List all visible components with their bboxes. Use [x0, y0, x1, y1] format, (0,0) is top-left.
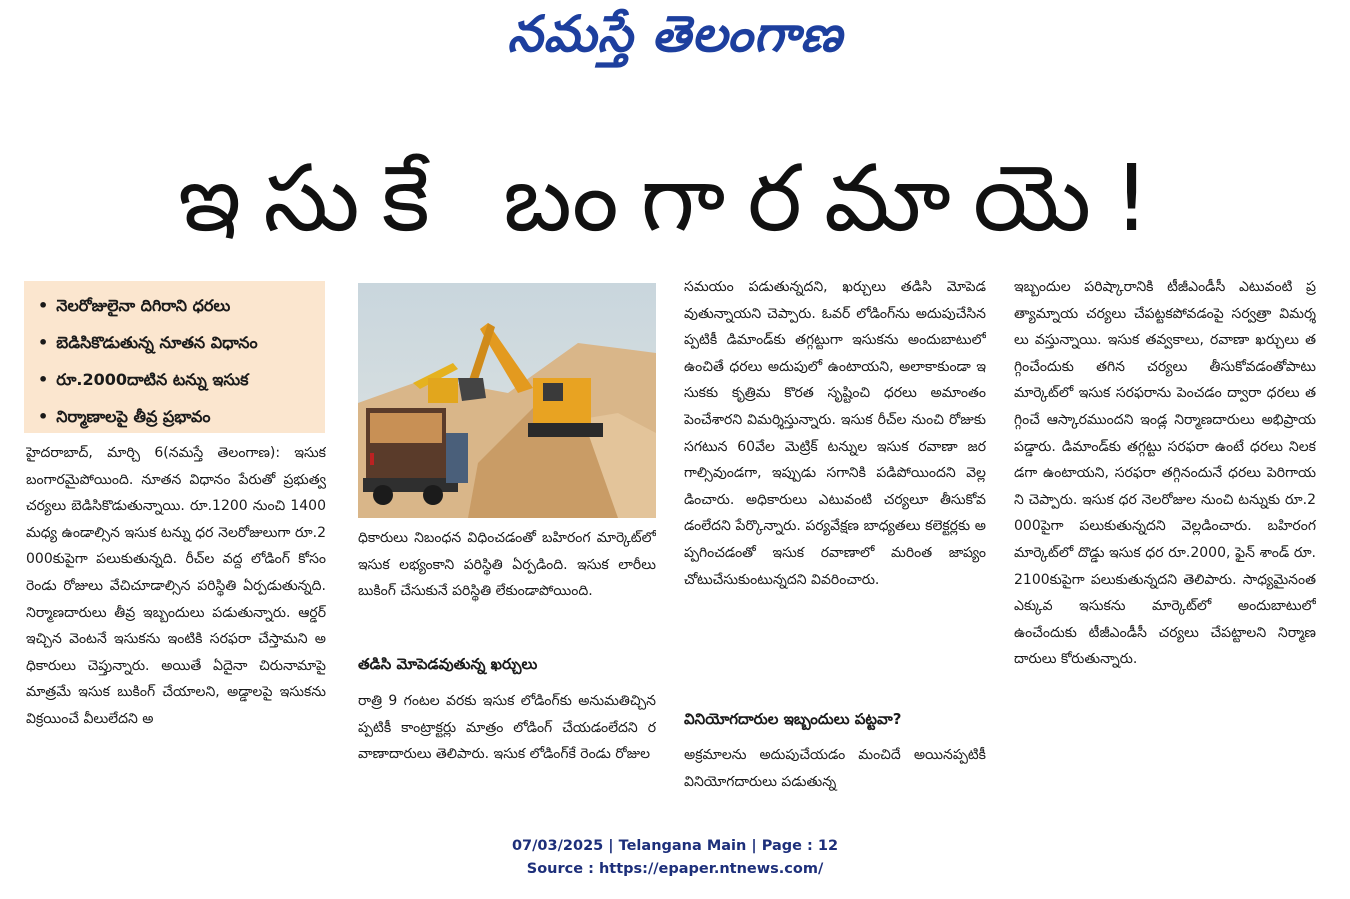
highlight-text: నిర్మాణాలపై తీవ్ర ప్రభావం — [56, 407, 211, 426]
subheading-consumers: వినియోగదారుల ఇబ్బందులు పట్టవా? — [684, 710, 902, 728]
article-paragraph: ఇబ్బందుల పరిష్కారానికి టీజీఎండీసీ ఎటువంటి ప్రత్యామ్నాయ చర్యలు చేపట్టకపోవడంపై సర్వత్రా విమర్శలు వస్తున్నాయి. ఇసుక తవ్వకాలు, రవాణా ఖర్చులు తగ్గించేందుకు తగిన చర్యలు తీసుకోవడంతోపాటు మార్కెట్‌లో ఇసుక సరఫరాను పెంచడం ద్వారా ధరలు తగ్గించే ఆస్కారముందని ఇండ్ల నిర్మాణదారులు అభిప్రాయపడ్డారు. డిమాండ్‌కు తగ్గట్టు సరఫరా ఉంటే ధరలు నిలకడగా ఉంటాయని, సరఫరా తగ్గినందునే ధరలు పెరిగాయని చెప్పారు. ఇసుక ధర నెలరోజుల నుంచి టన్నుకు రూ.2000పైగా పలుకుతున్నదని వెల్లడించారు. బహిరంగ మార్కెట్‌లో దొడ్డు ఇసుక ధర రూ.2000, ఫైన్ శాండ్ రూ.2100కుపైగా పలుకుతున్నదని తెలిపారు. సాధ్యమైనంత ఎక్కువ ఇసుకను మార్కెట్‌లో అందుబాటులో ఉంచేందుకు టీజీఎండీసీ చర్యలు చేపట్టాలని నిర్మాణదారులు కోరుతున్నారు. — [1014, 279, 1316, 668]
article-column-3-top — [684, 274, 986, 690]
article-paragraph: హైదరాబాద్, మార్చి 6(నమస్తే తెలంగాణ): ఇసుక బంగారమైపోయింది. నూతన విధానం పేరుతో ప్రభుత్వ చర్యలు బెడిసికొడుతున్నాయి. రూ.1200 నుంచి 1400 మధ్య ఉండాల్సిన ఇసుక టన్ను ధర నెలరోజులుగా రూ.2000కుపైగా పలుకుతున్నది. రీచ్‌ల వద్ద లోడింగ్ కోసం రెండు రోజులు వేచిచూడాల్సిన పరిస్థితి ఏర్పడుతున్నది. నిర్మాణదారులు తీవ్ర ఇబ్బందులు పడుతున్నారు. ఆర్డర్ ఇచ్చిన వెంటనే ఇసుకను ఇంటికి సరఫరా చేస్తామని అధికారులు చెప్తున్నారు. అయితే ఏదైనా చిరునామాపై మాత్రమే ఇసుక బుకింగ్ చేయాలని, అడ్డాలపై ఇసుకను విక్రయించే వీలులేదని అ — [26, 445, 326, 727]
article-column-1 — [26, 440, 326, 800]
highlight-text: రూ.2000దాటిన టన్ను ఇసుక — [56, 370, 249, 389]
highlight-item — [38, 324, 317, 361]
bullet-icon: • — [38, 407, 49, 426]
highlights-box — [24, 281, 325, 433]
highlight-item — [38, 287, 317, 324]
article-paragraph: ధికారులు నిబంధన విధించడంతో బహిరంగ మార్కెట్‌లో ఇసుక లభ్యంకాని పరిస్థితి ఏర్పడింది. ఇసుక లారీలు బుకింగ్ చేసుకునే పరిస్థితి లేకుండాపోయింది. — [358, 530, 656, 600]
masthead-title: నమస్తే తెలంగాణ — [507, 4, 843, 63]
headline-text: ఇసుకే బంగారమాయె! — [177, 145, 1173, 252]
highlight-item — [38, 398, 317, 435]
footer-source: Source : https://epaper.ntnews.com/ — [526, 861, 824, 877]
highlight-text: నెలరోజులైనా దిగిరాని ధరలు — [56, 296, 231, 315]
bullet-icon: • — [38, 296, 49, 315]
headline — [0, 145, 1350, 270]
subheading-costs: తడిసి మోపెడవుతున్న ఖర్చులు — [358, 655, 538, 673]
footer-date-page: 07/03/2025 | Telangana Main | Page : 12 — [511, 838, 839, 854]
article-column-4 — [1014, 274, 1316, 804]
article-paragraph: అక్రమాలను అదుపుచేయడం మంచిదే అయినప్పటికీ వినియోగదారులు పడుతున్న — [684, 747, 986, 790]
article-paragraph: సమయం పడుతున్నదని, ఖర్చులు తడిసి మోపెడవుతున్నాయని చెప్పారు. ఓవర్ లోడింగ్‌ను అదుపుచేసినప్పటికీ డిమాండ్‌కు తగ్గట్టుగా ఇసుకను అందుబాటులో ఉంచితే ధరలు అదుపులో ఉంటాయని, అలాకాకుండా ఇసుకకు కృత్రిమ కొరత సృష్టించి ధరలు అమాంతం పెంచేశారని విమర్శిస్తున్నారు. ఇసుక రీచ్‌ల నుంచి రోజుకు సగటున 60వేల మెట్రిక్ టన్నుల ఇసుక రవాణా జరగాల్సివుండగా, ఇప్పుడు సగానికి పడిపోయిందని వెల్లడించారు. అధికారులు ఎటువంటి చర్యలూ తీసుకోవడంలేదని పేర్కొన్నారు. పర్యవేక్షణ బాధ్యతలు కలెక్టర్లకు అప్పగించడంతో ఇసుక రవాణాలో మరింత జాప్యం చోటుచేసుకుంటున్నదని వివరించారు. — [684, 279, 986, 588]
masthead — [0, 0, 1350, 80]
article-column-2-bottom — [358, 688, 656, 796]
highlight-text: బెడిసికొడుతున్న నూతన విధానం — [56, 333, 258, 352]
highlight-item — [38, 361, 317, 398]
article-column-2-top — [358, 525, 656, 637]
bullet-icon: • — [38, 370, 49, 389]
article-paragraph: రాత్రి 9 గంటల వరకు ఇసుక లోడింగ్‌కు అనుమతిచ్చినప్పటికీ కాంట్రాక్టర్లు మాత్రం లోడింగ్ చేయడంలేదని రవాణాదారులు తెలిపారు. ఇసుక లోడింగ్‌కే రెండు రోజుల — [358, 693, 656, 763]
bullet-icon: • — [38, 333, 49, 352]
excavator-truck-image — [358, 283, 656, 518]
article-column-3-bottom — [684, 742, 986, 800]
sand-quarry-photo — [358, 283, 656, 518]
